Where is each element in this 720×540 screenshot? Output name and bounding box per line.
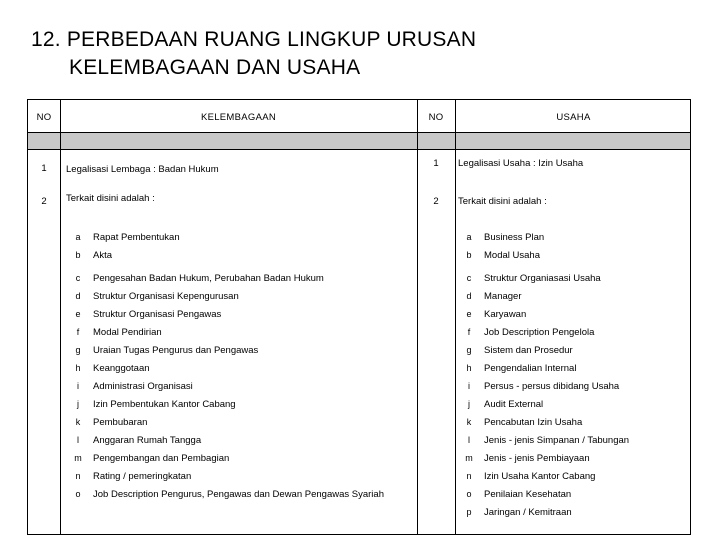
row-divider xyxy=(28,132,690,133)
list-item-letter: a xyxy=(466,232,472,242)
list-item-letter: i xyxy=(468,381,470,391)
list-item-letter: n xyxy=(466,471,472,481)
list-item: Keanggotaan xyxy=(93,363,150,374)
list-item-letter: k xyxy=(75,417,81,427)
list-item: Modal Usaha xyxy=(484,250,540,261)
list-item-letter: h xyxy=(75,363,81,373)
list-item: Rapat Pembentukan xyxy=(93,232,180,243)
list-item: Jenis - jenis Pembiayaan xyxy=(484,453,590,464)
list-item-letter: g xyxy=(466,345,472,355)
list-item-letter: j xyxy=(77,399,79,409)
list-item-letter: m xyxy=(74,453,82,463)
list-item-letter: d xyxy=(466,291,472,301)
row-2-left-text: Terkait disini adalah : xyxy=(66,193,155,204)
list-item-letter: o xyxy=(75,489,81,499)
list-item-letter: h xyxy=(466,363,472,373)
header-no-left: NO xyxy=(36,112,52,123)
list-item-letter: l xyxy=(77,435,79,445)
row-1-left-text: Legalisasi Lembaga : Badan Hukum xyxy=(66,164,219,175)
list-item: Anggaran Rumah Tangga xyxy=(93,435,202,446)
list-item: Modal Pendirian xyxy=(93,327,162,338)
list-item: Pengesahan Badan Hukum, Perubahan Badan Hukum xyxy=(93,273,324,284)
row-2-right-text: Terkait disini adalah : xyxy=(458,196,547,207)
column-divider xyxy=(455,100,456,534)
row-1-no-left: 1 xyxy=(41,163,47,174)
list-item: Karyawan xyxy=(484,309,527,320)
list-item-letter: p xyxy=(466,507,472,517)
list-item-letter: c xyxy=(75,273,81,283)
page-title xyxy=(31,26,476,82)
list-item-letter: k xyxy=(466,417,472,427)
list-item-letter: f xyxy=(76,327,80,337)
list-item: Jaringan / Kemitraan xyxy=(484,507,572,518)
list-item: Business Plan xyxy=(484,232,545,243)
list-item: Izin Pembentukan Kantor Cabang xyxy=(93,399,236,410)
list-item: Akta xyxy=(93,250,113,261)
row-1-right-text: Legalisasi Usaha : Izin Usaha xyxy=(458,158,584,169)
comparison-table xyxy=(27,99,691,535)
list-item-letter: m xyxy=(465,453,473,463)
list-item-letter: a xyxy=(75,232,81,242)
list-item: Struktur Organiasasi Usaha xyxy=(484,273,601,284)
list-item: Rating / pemeringkatan xyxy=(93,471,192,482)
list-item: Izin Usaha Kantor Cabang xyxy=(484,471,596,482)
list-item-letter: e xyxy=(466,309,472,319)
list-item: Manager xyxy=(484,291,522,302)
list-item: Pembubaran xyxy=(93,417,148,428)
row-1-no-right: 1 xyxy=(433,158,439,169)
list-item-letter: c xyxy=(466,273,472,283)
list-item: Administrasi Organisasi xyxy=(93,381,193,392)
list-item-letter: g xyxy=(75,345,81,355)
page-title-line1: 12. PERBEDAAN RUANG LINGKUP URUSAN xyxy=(31,28,477,51)
list-item: Job Description Pengelola xyxy=(484,327,595,338)
list-item-letter: d xyxy=(75,291,81,301)
list-item: Sistem dan Prosedur xyxy=(484,345,573,356)
header-kelembagaan: KELEMBAGAAN xyxy=(200,112,277,123)
list-item: Uraian Tugas Pengurus dan Pengawas xyxy=(93,345,259,356)
row-divider xyxy=(28,149,690,150)
list-item-letter: b xyxy=(466,250,472,260)
list-item-letter: i xyxy=(77,381,79,391)
header-shade-band xyxy=(28,132,690,149)
list-item: Job Description Pengurus, Pengawas dan Dewan Pengawas Syariah xyxy=(93,489,384,500)
list-item: Persus - persus dibidang Usaha xyxy=(484,381,620,392)
column-divider xyxy=(60,100,61,534)
row-2-no-left: 2 xyxy=(41,196,47,207)
list-item-letter: f xyxy=(467,327,471,337)
list-item-letter: n xyxy=(75,471,81,481)
list-item: Jenis - jenis Simpanan / Tabungan xyxy=(484,435,630,446)
list-item-letter: l xyxy=(468,435,470,445)
row-2-no-right: 2 xyxy=(433,196,439,207)
list-item: Pencabutan Izin Usaha xyxy=(484,417,583,428)
list-item: Struktur Organisasi Kepengurusan xyxy=(93,291,239,302)
list-item-letter: j xyxy=(468,399,470,409)
header-no-right: NO xyxy=(428,112,444,123)
list-item: Pengendalian Internal xyxy=(484,363,577,374)
list-item: Struktur Organisasi Pengawas xyxy=(93,309,222,320)
page-title-line2: KELEMBAGAAN DAN USAHA xyxy=(69,56,361,79)
list-item: Audit External xyxy=(484,399,544,410)
list-item-letter: e xyxy=(75,309,81,319)
list-item-letter: o xyxy=(466,489,472,499)
header-usaha: USAHA xyxy=(556,112,591,123)
list-item: Penilaian Kesehatan xyxy=(484,489,572,500)
list-item-letter: b xyxy=(75,250,81,260)
list-item: Pengembangan dan Pembagian xyxy=(93,453,230,464)
